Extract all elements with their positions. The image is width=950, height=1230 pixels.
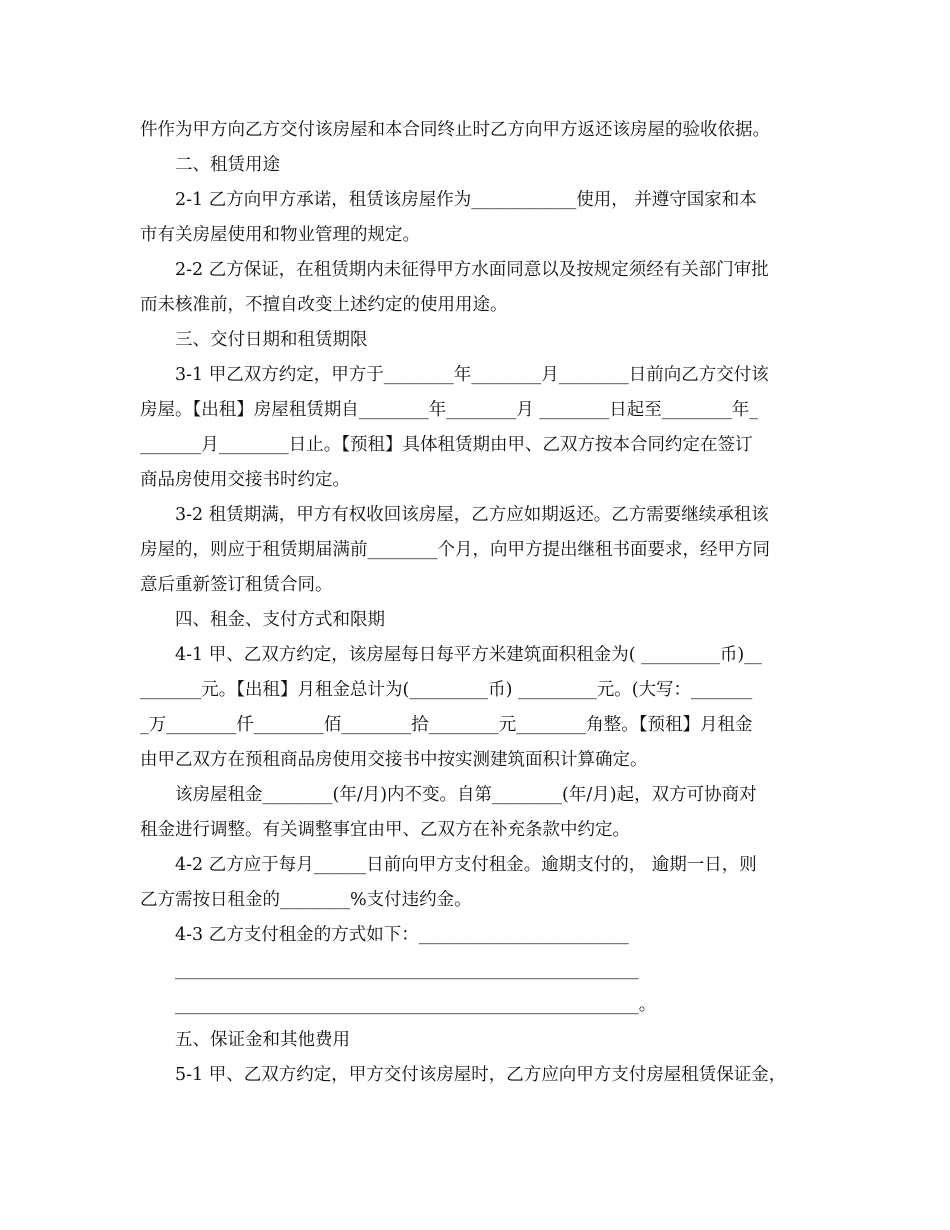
text-line: 该房屋租金________(年/月)内不变。自第________(年/月)起，双方可协商对 [175, 785, 757, 805]
section-heading-4: 四、租金、支付方式和限期 [175, 610, 385, 630]
text-line: 4-3 乙方支付租金的方式如下：________________________ [175, 925, 629, 945]
text-line: 3-1 甲乙双方约定，甲方于________年________月________日前向乙方交付该 [175, 365, 769, 385]
section-heading-5: 五、保证金和其他费用 [175, 1030, 350, 1050]
text-line: 市有关房屋使用和物业管理的规定。 [140, 225, 420, 245]
text-line: 乙方需按日租金的________%支付违约金。 [140, 890, 472, 910]
text-line: 2-2 乙方保证，在租赁期内未征得甲方水面同意以及按规定须经有关部门审批 [175, 260, 769, 280]
section-heading-2: 二、租赁用途 [175, 155, 280, 175]
text-line: 3-2 租赁期满，甲方有权收回该房屋，乙方应如期返还。乙方需要继续承租该 [175, 505, 769, 525]
blank-line: _____________________________________________________ [175, 960, 639, 980]
text-line: 由甲乙双方在预租商品房使用交接书中按实测建筑面积计算确定。 [140, 750, 648, 770]
text-line: 租金进行调整。有关调整事宜由甲、乙双方在补充条款中约定。 [140, 820, 630, 840]
text-line: _万________仟________佰________拾________元________角整。【预租】月租金 [140, 715, 753, 735]
text-line: 4-2 乙方应于每月______日前向甲方支付租金。逾期支付的， 逾期一日，则 [175, 855, 757, 875]
text-line: 2-1 乙方向甲方承诺，租赁该房屋作为____________使用， 并遵守国家和本 [175, 190, 757, 210]
text-line: 房屋的，则应于租赁期届满前________个月，向甲方提出继租书面要求，经甲方同 [140, 540, 770, 560]
section-heading-3: 三、交付日期和租赁期限 [175, 330, 368, 350]
text-line: 意后重新签订租赁合同。 [140, 575, 333, 595]
text-line: 4-1 甲、乙双方约定，该房屋每日每平方米建筑面积租金为( _________币)__ [175, 645, 762, 665]
text-line: _______月________日止。【预租】具体租赁期由甲、乙双方按本合同约定在签订 [140, 435, 753, 455]
text-line: _______元。【出租】月租金总计为(_________币) _________元。(大写：_______ [140, 680, 753, 700]
text-line: 商品房使用交接书时约定。 [140, 470, 350, 490]
blank-line: _____________________________________________________。 [175, 995, 657, 1015]
text-line: 房屋。【出租】房屋租赁期自________年________月 ________日起至________年_ [140, 400, 759, 420]
text-line: 而未核准前，不擅自改变上述约定的使用用途。 [140, 295, 508, 315]
text-line: 5-1 甲、乙双方约定，甲方交付该房屋时，乙方应向甲方支付房屋租赁保证金， [175, 1065, 787, 1085]
text-line: 件作为甲方向乙方交付该房屋和本合同终止时乙方向甲方返还该房屋的验收依据。 [140, 120, 770, 140]
